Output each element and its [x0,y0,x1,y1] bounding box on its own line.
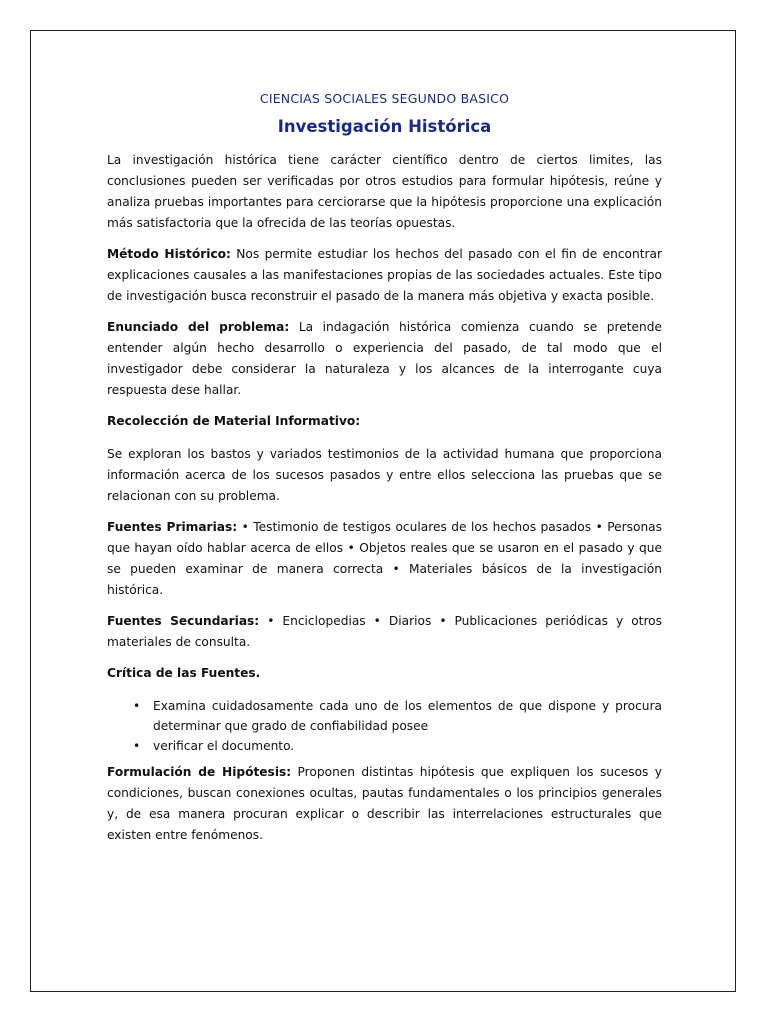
intro-paragraph: La investigación histórica tiene carácter científico dentro de ciertos limites, las conclusiones pueden ser verificadas por otros estudios para formular hipótesis, reúne y analiza pruebas importantes para cerciorarse que la hipótesis proporcione una explicación más satisfactoria que la ofrecida de las teorías opuestas. [107,153,662,230]
recoleccion-paragraph: Se exploran los bastos y variados testimonios de la actividad humana que proporciona información acerca de los sucesos pasados y entre ellos selecciona las pruebas que se relacionan con su problema. [107,447,662,503]
list-item [133,736,662,756]
primarias-label: Fuentes Primarias: [107,520,238,534]
recoleccion-heading [107,411,662,432]
metodo-label: Método Histórico: [107,247,231,261]
list-item-text: Examina cuidadosamente cada uno de los elementos de que dispone y procura determinar que grado de confiabilidad posee [153,699,662,733]
bullet-icon: • [133,699,141,713]
formulacion-text: Proponen distintas hipótesis que expliquen los sucesos y condiciones, buscan conexiones ocultas, pautas fundamentales o los principios generales y, de esa manera procuran explicar o describir las interrelaciones estructurales que existen entre fenómenos. [107,765,662,842]
list-item [133,696,662,736]
formulacion-label: Formulación de Hipótesis: [107,765,292,779]
document-content [107,91,662,856]
enunciado-label: Enunciado del problema: [107,320,290,334]
enunciado-paragraph [107,317,662,401]
secundarias-text: • Enciclopedias • Diarios • Publicaciones periódicas y otros materiales de consulta. [107,614,662,649]
formulacion-paragraph [107,762,662,846]
secundarias-label: Fuentes Secundarias: [107,614,260,628]
bullet-icon: • [133,739,141,753]
metodo-text: Nos permite estudiar los hechos del pasado con el fin de encontrar explicaciones causales a las manifestaciones propias de las sociedades actuales. Este tipo de investigación busca reconstruir el pasado de la manera más objetiva y exacta posible. [107,247,662,303]
document-page [30,30,736,992]
critica-list [107,696,662,756]
recoleccion-label: Recolección de Material Informativo: [107,414,361,428]
list-item-text: verificar el documento. [153,739,295,753]
critica-label: Crítica de las Fuentes. [107,666,261,680]
metodo-paragraph [107,244,662,307]
enunciado-text: La indagación histórica comienza cuando se pretende entender algún hecho desarrollo o experiencia del pasado, de tal modo que el investigador debe considerar la naturaleza y los alcances de la interrogante cuya respuesta dese hallar. [107,320,662,397]
primarias-text: • Testimonio de testigos oculares de los hechos pasados • Personas que hayan oído hablar acerca de ellos • Objetos reales que se usaron en el pasado y que se pueden examinar de manera correcta • Materiales básicos de la investigación histórica. [107,520,662,597]
secundarias-paragraph [107,611,662,653]
document-title: Investigación Histórica [277,117,492,136]
course-heading: CIENCIAS SOCIALES SEGUNDO BASICO [259,91,510,106]
critica-heading [107,663,662,684]
primarias-paragraph [107,517,662,601]
